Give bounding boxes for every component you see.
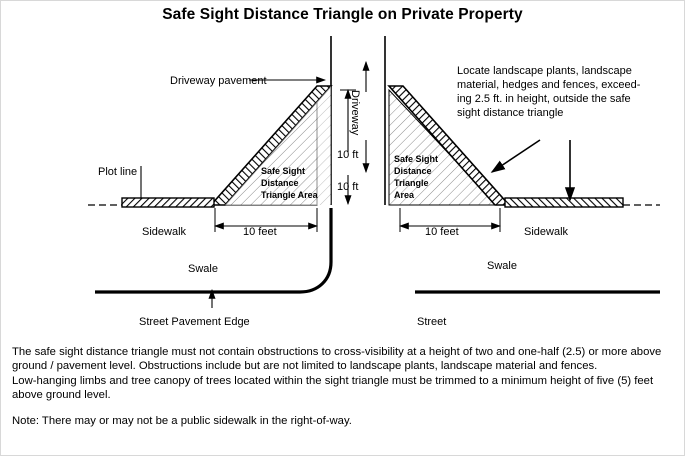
triangle-left-label-line1: Safe Sight [261, 166, 306, 176]
label-note-line2: material, hedges and fences, exceed- [457, 79, 641, 91]
page-title: Safe Sight Distance Triangle on Private Property [162, 6, 523, 23]
label-street-pavement-edge: Street Pavement Edge [139, 316, 250, 328]
triangle-right-label-line1: Safe Sight [394, 154, 439, 164]
label-swale-left: Swale [188, 263, 218, 275]
label-dim-10feet-left: 10 feet [243, 226, 277, 238]
triangle-left-label-line2: Distance [261, 178, 299, 188]
label-plot-line: Plot line [98, 166, 138, 178]
triangle-right-label-line2: Distance [394, 166, 432, 176]
triangle-left-label-line3: Triangle Area [261, 190, 318, 200]
label-swale-right: Swale [487, 260, 517, 272]
triangle-right-label-line3: Triangle [394, 178, 429, 188]
sidewalk-band-right [505, 198, 623, 207]
footer-notes [12, 345, 674, 428]
footer-para-2: Low-hanging limbs and tree canopy of trees located within the sight triangle must be trimmed to a minimum height of five (5) feet above ground level. [12, 374, 654, 402]
label-sidewalk-right: Sidewalk [524, 226, 569, 238]
label-dim-10ft-upper: 10 ft [337, 149, 359, 161]
label-dim-10ft-lower: 10 ft [337, 181, 359, 193]
label-note-line4: sight distance triangle [457, 107, 564, 119]
label-driveway-pavement: Driveway pavement [170, 75, 267, 87]
note-leader-diagonal [492, 140, 540, 172]
street-pavement-edge-left [95, 208, 331, 292]
footer-para-1: The safe sight distance triangle must not contain obstructions to cross-visibility at a height of two and one-half (2.5) or more above ground / pavement level. Obstructions include but are not limited to landscape plants, landscape material and fences. [12, 346, 662, 373]
label-note-line3: ing 2.5 ft. in height, outside the safe [457, 93, 631, 105]
label-driveway-vertical: Driveway [349, 90, 361, 136]
label-street: Street [417, 316, 447, 328]
label-dim-10feet-right: 10 feet [425, 226, 459, 238]
sidewalk-band-left [122, 198, 214, 207]
triangle-right-label-line4: Area [394, 190, 415, 200]
label-sidewalk-left: Sidewalk [142, 226, 187, 238]
footer-para-3: Note: There may or may not be a public sidewalk in the right-of-way. [12, 414, 352, 427]
label-note-line1: Locate landscape plants, landscape [457, 65, 632, 77]
